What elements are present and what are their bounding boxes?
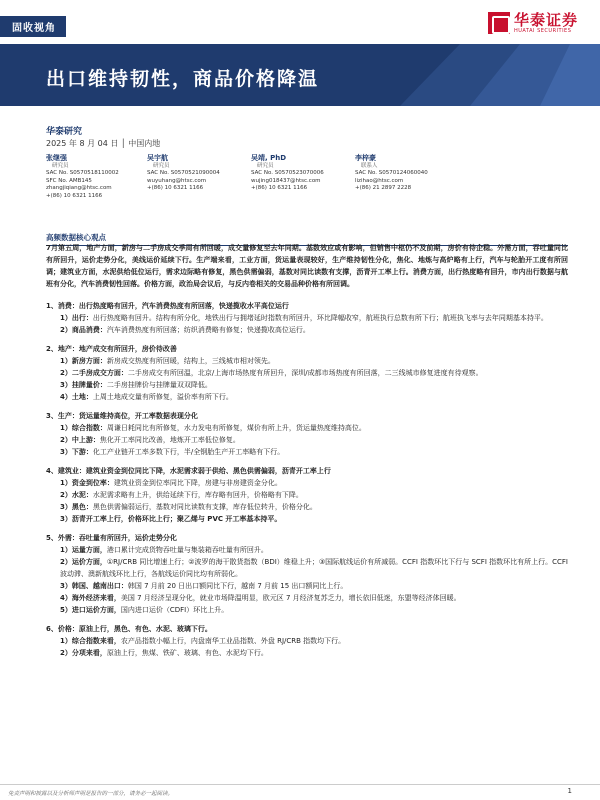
bullet-lead: 5）进口运价方面， xyxy=(60,606,121,614)
analyst-contact-line: zhangjiqiang@htsc.com xyxy=(46,185,112,192)
bullet-item xyxy=(46,477,568,489)
analyst-card xyxy=(251,155,355,201)
bullet-lead: 2）水泥： xyxy=(60,491,93,499)
bullet-item xyxy=(46,312,568,324)
subsection-heading: 1、消费：出行热度略有回升，汽车消费热度有所回落，快递揽收水平高位运行 xyxy=(46,302,289,310)
bullet-text: 建筑业资金到位率同比下降，房建与非房建资金分化。 xyxy=(113,479,282,487)
bullet-lead: 2）中上游： xyxy=(60,436,100,444)
logo-name-en: HUATAI SECURITIES xyxy=(513,28,572,34)
bullet-item xyxy=(46,592,568,604)
section-heading: 高频数据核心观点 xyxy=(46,232,568,246)
bullet-item xyxy=(46,544,568,556)
bullet-text: 化工产业链开工率多数下行，半/全钢胎生产开工率略有下行。 xyxy=(92,448,285,456)
subsection-heading: 3、生产：货运量维持高位，开工率数据表现分化 xyxy=(46,412,198,420)
bullet-text: 国内进口运价（CDFI）环比上升。 xyxy=(120,606,229,614)
analyst-contact-line: wuyuhang@htsc.com xyxy=(147,177,207,184)
bullet-item xyxy=(46,556,568,580)
analyst-contact-line: lizihao@htsc.com xyxy=(355,177,404,184)
subsection-heading: 6、价格：原油上行，黑色、有色、水泥、玻璃下行。 xyxy=(46,625,212,633)
report-category-tag: 固收视角 xyxy=(0,16,66,37)
bullet-text: 农产品指数小幅上行，内盘南华工业品指数、外盘 RJ/CRB 指数均下行。 xyxy=(120,637,346,645)
title-banner xyxy=(0,44,600,106)
analyst-card xyxy=(147,155,251,201)
company-logo xyxy=(488,12,578,34)
bullet-lead: 2）二手房成交方面： xyxy=(60,369,128,377)
bullet-item xyxy=(46,513,568,525)
bullet-item xyxy=(46,489,568,501)
bullet-text: 二手房挂牌价与挂牌量双双降低。 xyxy=(106,381,212,389)
analyst-contact-line: +(86) 10 6321 1166 xyxy=(147,185,204,192)
bullet-item xyxy=(46,391,568,403)
bullet-text: 上周土地成交量有所修复，溢价率有所下行。 xyxy=(92,393,233,401)
bullet-item xyxy=(46,647,568,659)
bullet-text: 出行热度略有回升。结构有所分化，地铁出行与拥堵延时指数有所回升，环比降幅收窄，航班执行总数有所下行；航班执飞率与去年同期基本持平。 xyxy=(92,314,548,322)
page-footer xyxy=(0,784,600,800)
bullet-text: 黑色供需偏弱运行，基数对同比读数有支撑，库存低位转升，价格分化。 xyxy=(92,503,317,511)
bullet-text: 汽车消费热度有所回落；纺织消费略有修复；快递揽收高位运行。 xyxy=(106,326,310,334)
analyst-name: 李梓豪 xyxy=(355,154,376,162)
bullet-lead: 2）商品消费： xyxy=(60,326,107,334)
bullet-lead: 2）运价方面， xyxy=(60,558,107,566)
bullet-text: 原油上行，焦煤、铁矿、玻璃、有色、水泥均下行。 xyxy=(106,649,268,657)
bullet-lead: 3）挂牌量价： xyxy=(60,381,107,389)
analyst-contact-line: SFC No. AMB145 xyxy=(46,177,92,184)
page-number: 1 xyxy=(567,787,572,795)
bullet-tail: 聚乙烯与 PVC 开工率基本持平。 xyxy=(176,515,282,523)
bullet-lead: 1）综合指数： xyxy=(60,424,107,432)
analyst-role: 联系人 xyxy=(361,162,378,169)
bullet-item xyxy=(46,446,568,458)
analyst-role: 研究员 xyxy=(52,162,69,169)
subsection-heading: 4、建筑业：建筑业资金到位同比下降，水泥需求弱于供给、黑色供需偏弱，沥青开工率上行 xyxy=(46,467,331,475)
analyst-contact-line: wujing018437@htsc.com xyxy=(251,177,321,184)
bullet-text: 二手房成交有所回温，北京/上海市场热度有所回升，深圳/成都市场热度有所回落，二三线城市修复进度有待观察。 xyxy=(127,369,483,377)
bullet-item xyxy=(46,367,568,379)
bullet-text: ①RJ/CRB 同比增速上行；②波罗的海干散货指数（BDI）维稳上升；③国际航线运价有所减弱。CCFI 指数环比下行与 SCFI 指数环比有所上行。CCFI 波动滞、澳新航线环比上行，各航线运价同比均有所弱化。 xyxy=(60,558,568,578)
bullet-text: 韩国 7 月前 20 日出口额同比下行，越南 7 月前 15 出口额同比上行。 xyxy=(127,582,348,590)
bullet-item xyxy=(46,635,568,647)
bullet-item xyxy=(46,324,568,336)
subsection-heading: 2、地产：地产成交有所回升，房价待改善 xyxy=(46,345,177,353)
bullet-text: 水泥需求略有上升，供给延续下行，库存略有回升，价格略有下降。 xyxy=(92,491,303,499)
analyst-contact-line: SAC No. S0570521090004 xyxy=(147,170,220,177)
report-title: 出口维持韧性，商品价格降温 xyxy=(46,68,320,90)
institute-name: 华泰研究 xyxy=(46,127,83,137)
bullet-text: 新房成交热度有所回暖，结构上，三线城市相对领先。 xyxy=(106,357,275,365)
bullet-item xyxy=(46,379,568,391)
bullet-lead: 2）分项来看， xyxy=(60,649,107,657)
bullet-lead: 3）韩国、越南出口： xyxy=(60,582,128,590)
bullet-item xyxy=(46,422,568,434)
footer-divider xyxy=(0,784,600,785)
analyst-card xyxy=(355,155,455,201)
analyst-role: 研究员 xyxy=(257,162,274,169)
subsection-heading: 5、外需：吞吐量有所回升，运价走势分化 xyxy=(46,534,177,542)
analyst-contact-line: SAC No. S0570124060040 xyxy=(355,170,428,177)
bullet-item xyxy=(46,434,568,446)
bullet-text: 周谦日耗同比有所修复，水力发电有所修复，煤价有所上升，货运量热度维持高位。 xyxy=(106,424,366,432)
bullet-lead: 4）土地： xyxy=(60,393,93,401)
report-date: 2025 年 8 月 04 日 │ 中国内地 xyxy=(46,139,161,148)
bullet-text: 美国 7 月经济呈现分化，就业市场降温明显，欧元区 7 月经济复苏乏力，增长依旧低迷，东盟等经济体回暖。 xyxy=(120,594,461,602)
bullet-lead: 1）综合指数来看， xyxy=(60,637,121,645)
bullet-lead: 3）黑色： xyxy=(60,503,93,511)
analyst-contact-line: +(86) 10 6321 1166 xyxy=(46,192,103,199)
analyst-contact-line: +(86) 21 2897 2228 xyxy=(355,185,412,192)
analyst-list xyxy=(46,155,566,201)
bullet-item xyxy=(46,501,568,513)
report-body xyxy=(46,242,568,659)
banner-decoration-icon xyxy=(340,44,600,106)
bullet-lead: 4）海外经济来看， xyxy=(60,594,121,602)
bullet-lead: 1）运量方面， xyxy=(60,546,107,554)
logo-mark-icon xyxy=(488,12,510,34)
analyst-contact-line: SAC No. S0570523070006 xyxy=(251,170,324,177)
bullet-lead: 1）资金到位率： xyxy=(60,479,114,487)
summary-paragraph: 7月第五周，地产方面，新房与二手房成交季周有所回暖，成交量修复至去年同期。基数效应或有影响，但销售中枢仍不及前期，房价有待企稳。外需方面，吞吐量同比有所回升，运价走势分化，美线运价延续下行。生产端来看，工业方面，货运量表现较好，生产维持韧性分化，焦化、地炼与高炉略有上行，汽车与轮胎开工度有所回调；建筑业方面，水泥供给低位运行，需求边际略有修复，黑色供需偏弱，基数对同比读数有支撑，沥青开工率上行。消费方面，出行热度略有回升，市内出行数据与航班有分化，汽车消费韧性回落。价格方面，政治局会议后，与反内卷相关的交易品种价格有所回调。 xyxy=(46,244,568,288)
bullet-lead: 1）新房方面： xyxy=(60,357,107,365)
bullet-lead: 3）下游： xyxy=(60,448,93,456)
disclaimer-note: 免责声明和披露以及分析师声明是报告的一部分，请务必一起阅读。 xyxy=(8,791,174,797)
analyst-contact-line: SAC No. S0570518110002 xyxy=(46,170,119,177)
analyst-name: 吴宇航 xyxy=(147,154,168,162)
bullet-text: 焦化开工率同比改善，地炼开工率低位修复。 xyxy=(99,436,240,444)
bullet-item xyxy=(46,604,568,616)
analyst-contact-line: +(86) 10 6321 1166 xyxy=(251,185,308,192)
analyst-name: 张继强 xyxy=(46,154,67,162)
bullet-item xyxy=(46,580,568,592)
analyst-card xyxy=(46,155,147,201)
bullet-lead: 1）出行： xyxy=(60,314,93,322)
bullet-lead: 3）沥青开工率上行，价格环比上行； xyxy=(60,515,177,523)
analyst-role: 研究员 xyxy=(153,162,170,169)
analyst-name: 吴靖, PhD xyxy=(251,154,287,162)
logo-name-cn: 华泰证券 xyxy=(513,11,578,29)
bullet-text: 港口累计完成货物吞吐量与集装箱吞吐量有所回升。 xyxy=(106,546,268,554)
bullet-item xyxy=(46,355,568,367)
